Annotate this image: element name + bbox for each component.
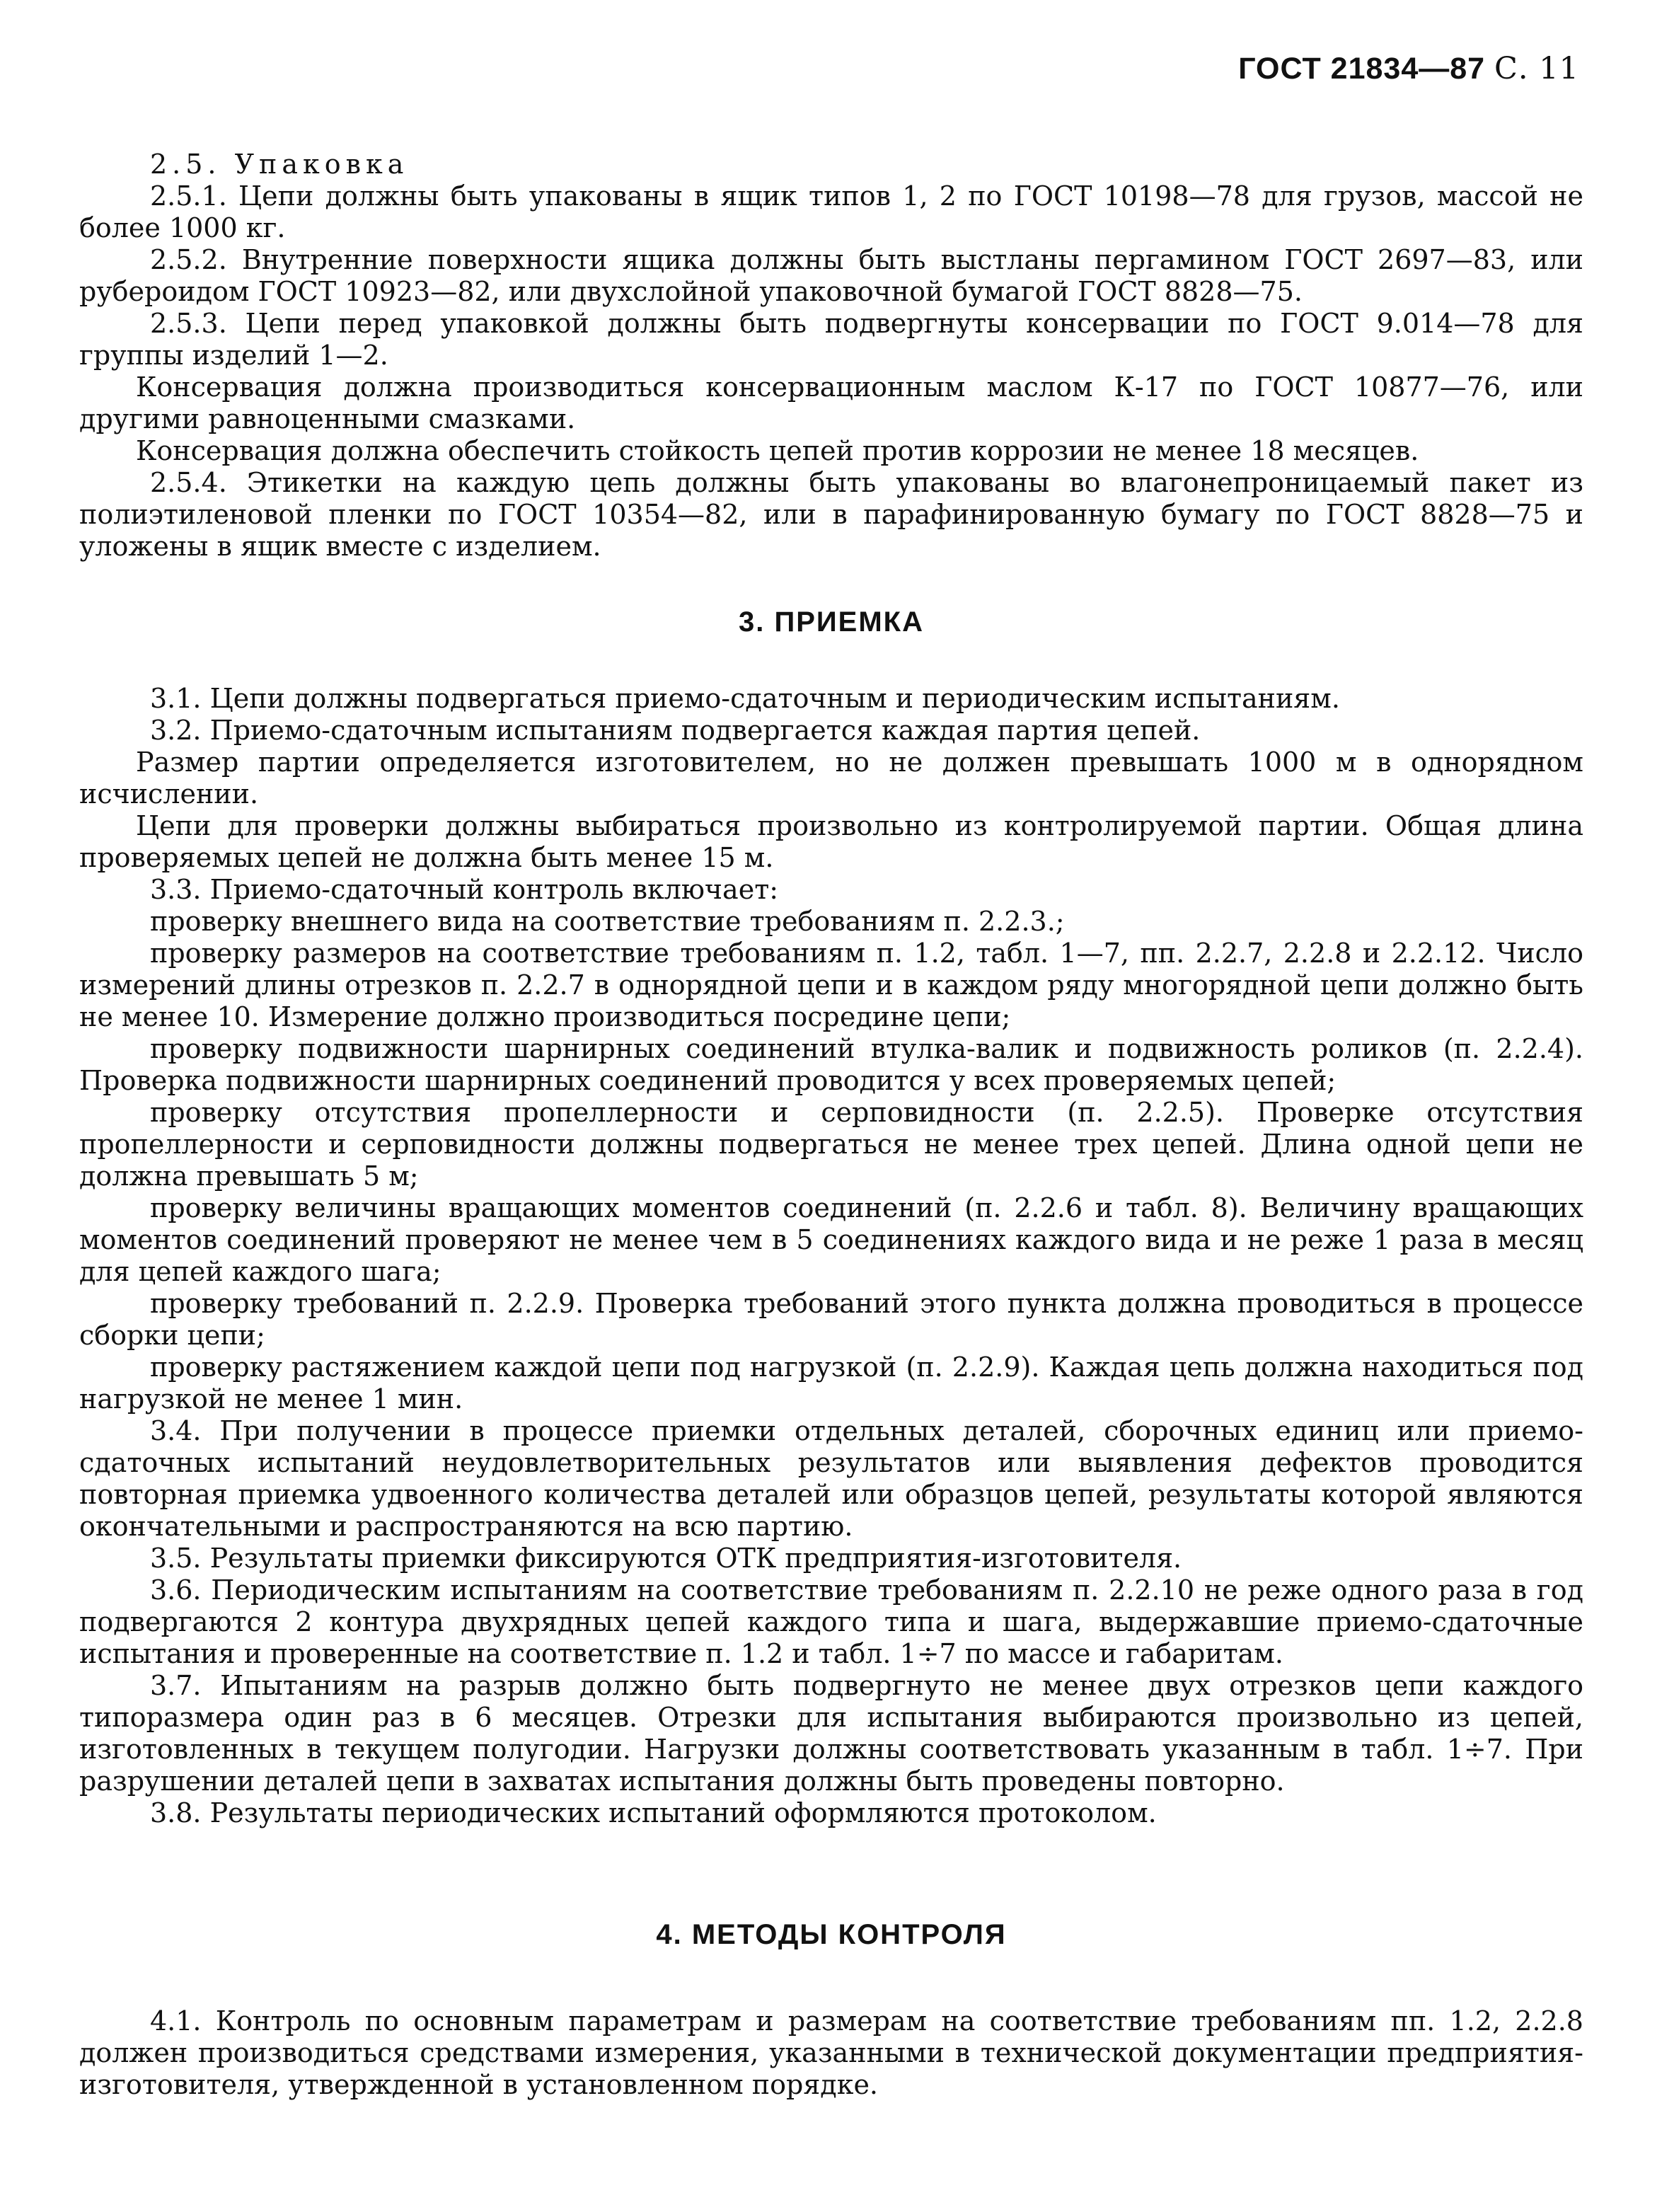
section-title-control-methods: 4. МЕТОДЫ КОНТРОЛЯ bbox=[656, 1919, 1007, 1950]
subsection-title-packaging: 2.5. Упаковка bbox=[150, 149, 409, 180]
paragraph-2-5-2: 2.5.2. Внутренние поверхности ящика должны быть выстланы пергамином ГОСТ 2697—83, или рубероидом ГОСТ 10923—82, или двухслойной упаковочной бумагой ГОСТ 8828—75. bbox=[79, 244, 1583, 307]
paragraph-2-5-4: 2.5.4. Этикетки на каждую цепь должны быть упакованы во влагонепроницаемый пакет из полиэтиленовой пленки по ГОСТ 10354—82, или в парафинированную бумагу по ГОСТ 8828—75 и уложены в ящик вместе с изделием. bbox=[79, 467, 1583, 562]
document-body bbox=[79, 149, 1583, 2101]
page-header bbox=[1238, 51, 1579, 86]
list-item-tension: проверку растяжением каждой цепи под нагрузкой (п. 2.2.9). Каждая цепь должна находиться под нагрузкой не менее 1 мин. bbox=[79, 1352, 1583, 1415]
paragraph-3-8: 3.8. Результаты периодических испытаний оформляются протоколом. bbox=[150, 1797, 1157, 1828]
paragraph-conservation-term: Консервация должна обеспечить стойкость цепей против коррозии не менее 18 месяцев. bbox=[136, 435, 1419, 466]
paragraph-3-4: 3.4. При получении в процессе приемки отдельных деталей, сборочных единиц или приемо-сдаточных испытаний неудовлетворительных результатов или выявления дефектов проводится повторная приемка удвоенного количества деталей или образцов цепей, результаты которой являются окончательными и распространяются на всю партию. bbox=[79, 1415, 1583, 1542]
list-item-appearance: проверку внешнего вида на соответствие требованиям п. 2.2.3.; bbox=[150, 906, 1065, 937]
list-item-dimensions: проверку размеров на соответствие требованиям п. 1.2, табл. 1—7, пп. 2.2.7, 2.2.8 и 2.2.12. Число измерений длины отрезков п. 2.2.7 в однорядной цепи и в каждом ряду многорядной цепи должно быть не менее 10. Измерение должно производиться посредине цепи; bbox=[79, 938, 1583, 1032]
section-title-acceptance: 3. ПРИЕМКА bbox=[739, 606, 924, 638]
paragraph-sampling: Цепи для проверки должны выбираться произвольно из контролируемой партии. Общая длина проверяемых цепей не должна быть менее 15 м. bbox=[79, 810, 1583, 873]
page-number: С. 11 bbox=[1494, 51, 1579, 86]
paragraph-3-2: 3.2. Приемо-сдаточным испытаниям подвергается каждая партия цепей. bbox=[150, 715, 1201, 746]
paragraph-3-5: 3.5. Результаты приемки фиксируются ОТК предприятия-изготовителя. bbox=[150, 1543, 1182, 1574]
list-item-torque: проверку величины вращающих моментов соединений (п. 2.2.6 и табл. 8). Величину вращающих моментов соединений проверяют не менее чем в 5 соединениях каждого вида и не реже 1 раза в месяц для цепей каждого шага; bbox=[79, 1192, 1583, 1287]
standard-number: ГОСТ 21834—87 bbox=[1238, 52, 1486, 86]
paragraph-3-3: 3.3. Приемо-сдаточный контроль включает: bbox=[150, 874, 779, 905]
list-item-propeller: проверку отсутствия пропеллерности и серповидности (п. 2.2.5). Проверке отсутствия пропеллерности и серповидности должны подвергаться не менее трех цепей. Длина одной цепи не должна превышать 5 м; bbox=[79, 1097, 1583, 1192]
list-item-mobility: проверку подвижности шарнирных соединений втулка-валик и подвижность роликов (п. 2.2.4). Проверка подвижности шарнирных соединений проводится у всех проверяемых цепей; bbox=[79, 1033, 1583, 1096]
paragraph-4-1: 4.1. Контроль по основным параметрам и размерам на соответствие требованиям пп. 1.2, 2.2.8 должен производиться средствами измерения, указанными в технической документации предприятия-изготовителя, утвержденной в установленном порядке. bbox=[79, 2005, 1583, 2100]
paragraph-3-1: 3.1. Цепи должны подвергаться приемо-сдаточным и периодическим испытаниям. bbox=[150, 683, 1340, 714]
paragraph-2-5-1: 2.5.1. Цепи должны быть упакованы в ящик типов 1, 2 по ГОСТ 10198—78 для грузов, массой не более 1000 кг. bbox=[79, 180, 1583, 243]
list-item-requirements-2-2-9: проверку требований п. 2.2.9. Проверка требований этого пункта должна проводиться в процессе сборки цепи; bbox=[79, 1288, 1583, 1351]
paragraph-3-7: 3.7. Ипытаниям на разрыв должно быть подвергнуто не менее двух отрезков цепи каждого типоразмера один раз в 6 месяцев. Отрезки для испытания выбираются произвольно из цепей, изготовленных в текущем полугодии. Нагрузки должны соответствовать указанным в табл. 1÷7. При разрушении деталей цепи в захватах испытания должны быть проведены повторно. bbox=[79, 1670, 1583, 1797]
paragraph-batch-size: Размер партии определяется изготовителем, но не должен превышать 1000 м в однорядном исчислении. bbox=[79, 747, 1583, 810]
paragraph-3-6: 3.6. Периодическим испытаниям на соответствие требованиям п. 2.2.10 не реже одного раза в год подвергаются 2 контура двухрядных цепей каждого типа и шага, выдержавшие приемо-сдаточные испытания и проверенные на соответствие п. 1.2 и табл. 1÷7 по массе и габаритам. bbox=[79, 1574, 1583, 1669]
paragraph-conservation-oil: Консервация должна производиться консервационным маслом К-17 по ГОСТ 10877—76, или другими равноценными смазками. bbox=[79, 371, 1583, 434]
paragraph-2-5-3: 2.5.3. Цепи перед упаковкой должны быть подвергнуты консервации по ГОСТ 9.014—78 для группы изделий 1—2. bbox=[79, 308, 1583, 371]
